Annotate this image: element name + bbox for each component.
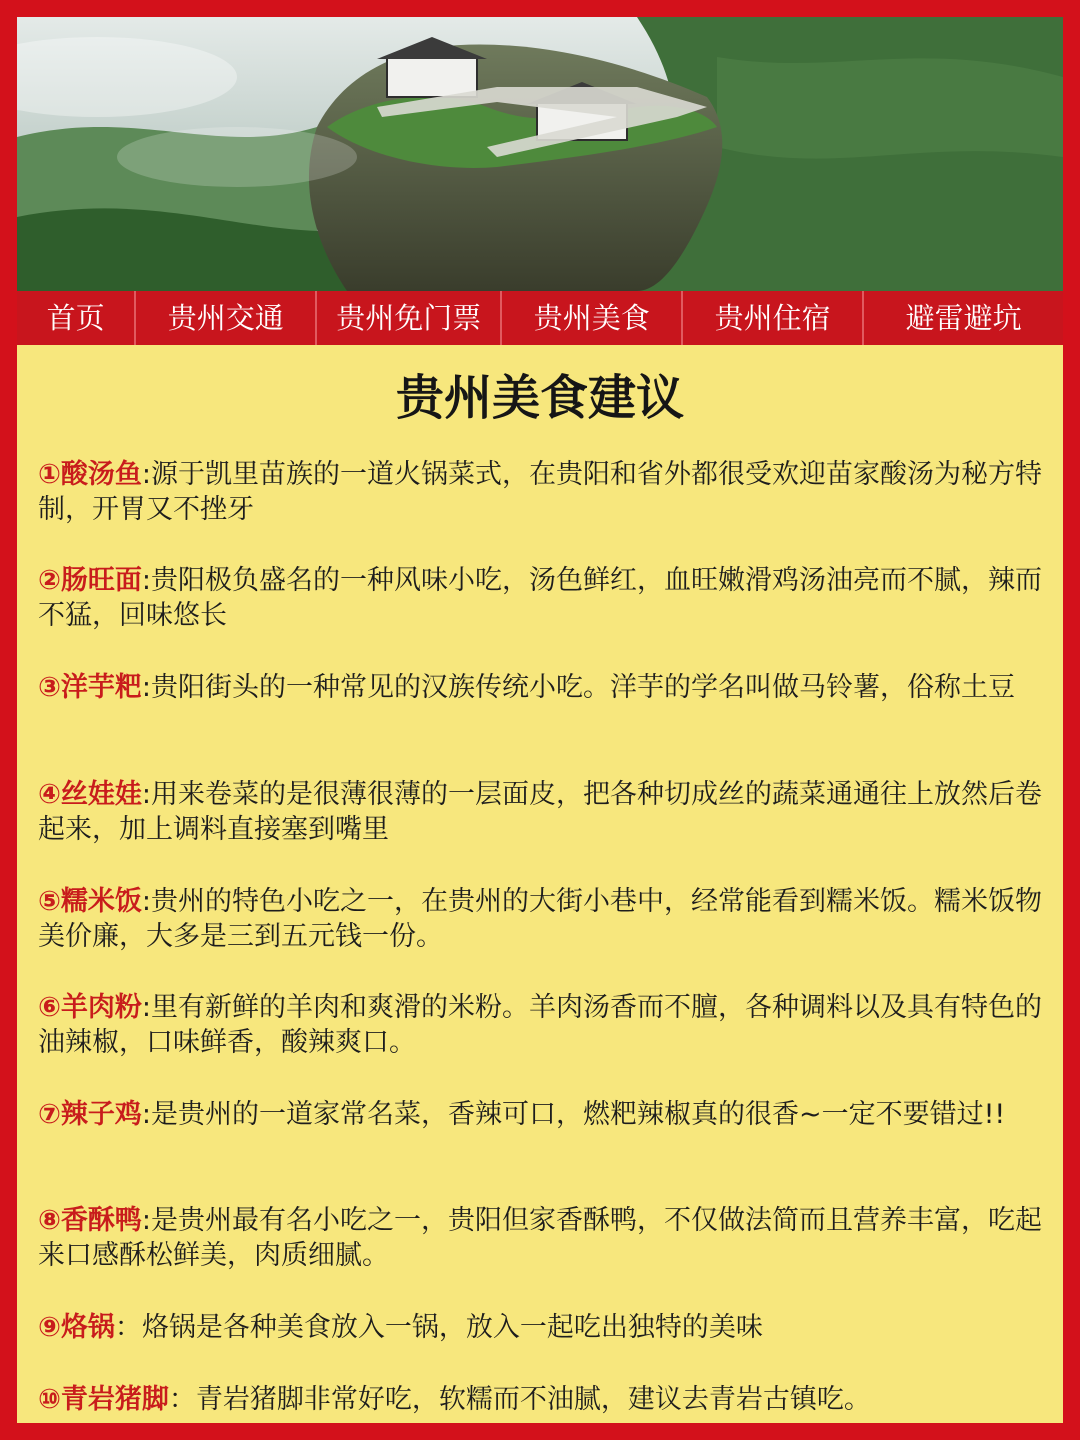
separator: : [141,565,151,596]
separator: : [141,1099,151,1130]
food-desc: 贵阳极负盛名的一种风味小吃，汤色鲜红，血旺嫩滑鸡汤油亮而不腻，辣而不猛，回味悠长 [38,565,1042,631]
food-name: ⑥羊肉粉 [38,992,142,1023]
food-desc: 贵阳街头的一种常见的汉族传统小吃。洋芋的学名叫做马铃薯，俗称土豆 [150,672,1015,703]
separator: : [141,992,151,1023]
list-item [38,1310,1043,1345]
food-desc: 里有新鲜的羊肉和爽滑的米粉。羊肉汤香而不膻，各种调料以及具有特色的油辣椒，口味鲜香，酸辣爽口。 [38,992,1042,1058]
nav-item-free-tickets[interactable]: 贵州免门票 [315,291,500,345]
food-name: ⑨烙锅 [38,1312,115,1343]
list-item [38,1382,1043,1417]
separator: : [141,1205,151,1236]
separator: : [141,886,151,917]
separator: ： [168,1384,196,1415]
nav-item-transport[interactable]: 贵州交通 [134,291,315,345]
food-name: ⑤糯米饭 [38,886,142,917]
list-item [38,884,1043,954]
nav-item-pitfalls[interactable]: 避雷避坑 [862,291,1063,345]
food-name: ③洋芋粑 [38,672,142,703]
food-desc: 青岩猪脚非常好吃，软糯而不油腻，建议去青岩古镇吃。 [195,1384,871,1415]
food-desc: 用来卷菜的是很薄很薄的一层面皮，把各种切成丝的蔬菜通通往上放然后卷起来，加上调料直接塞到嘴里 [38,779,1042,845]
list-item [38,1097,1043,1132]
mountain-temple-photo [17,17,1063,291]
nav-item-lodging[interactable]: 贵州住宿 [681,291,862,345]
food-desc: 源于凯里苗族的一道火锅菜式，在贵阳和省外都很受欢迎苗家酸汤为秘方特制，开胃又不挫牙 [38,459,1042,525]
food-name: ⑩青岩猪脚 [38,1384,169,1415]
separator: : [141,459,151,490]
page-title: 贵州美食建议 [395,370,684,426]
food-desc: 烙锅是各种美食放入一锅，放入一起吃出独特的美味 [141,1312,763,1343]
content-frame [17,17,1063,1423]
food-name: ⑦辣子鸡 [38,1099,142,1130]
list-item [38,1203,1043,1273]
food-desc: 是贵州最有名小吃之一，贵阳但家香酥鸭，不仅做法简而且营养丰富，吃起来口感酥松鲜美，肉质细腻。 [38,1205,1042,1271]
category-nav [17,291,1063,345]
separator: : [141,779,151,810]
food-name: ①酸汤鱼 [38,459,142,490]
food-name: ⑧香酥鸭 [38,1205,142,1236]
nav-item-home[interactable]: 首页 [46,301,105,335]
separator: ： [114,1312,142,1343]
food-desc: 是贵州的一道家常名菜，香辣可口，燃粑辣椒真的很香~一定不要错过!! [150,1099,1006,1130]
food-name: ②肠旺面 [38,565,142,596]
nav-item-food[interactable]: 贵州美食 [500,291,681,345]
separator: : [141,672,151,703]
list-item [38,777,1043,847]
hero-photo [17,17,1063,291]
food-desc: 贵州的特色小吃之一，在贵州的大街小巷中，经常能看到糯米饭。糯米饭物美价廉，大多是三到五元钱一份。 [38,886,1042,952]
list-item [38,990,1043,1060]
list-item [38,670,1043,705]
food-name: ④丝娃娃 [38,779,142,810]
list-item [38,457,1043,527]
list-item [38,563,1043,633]
